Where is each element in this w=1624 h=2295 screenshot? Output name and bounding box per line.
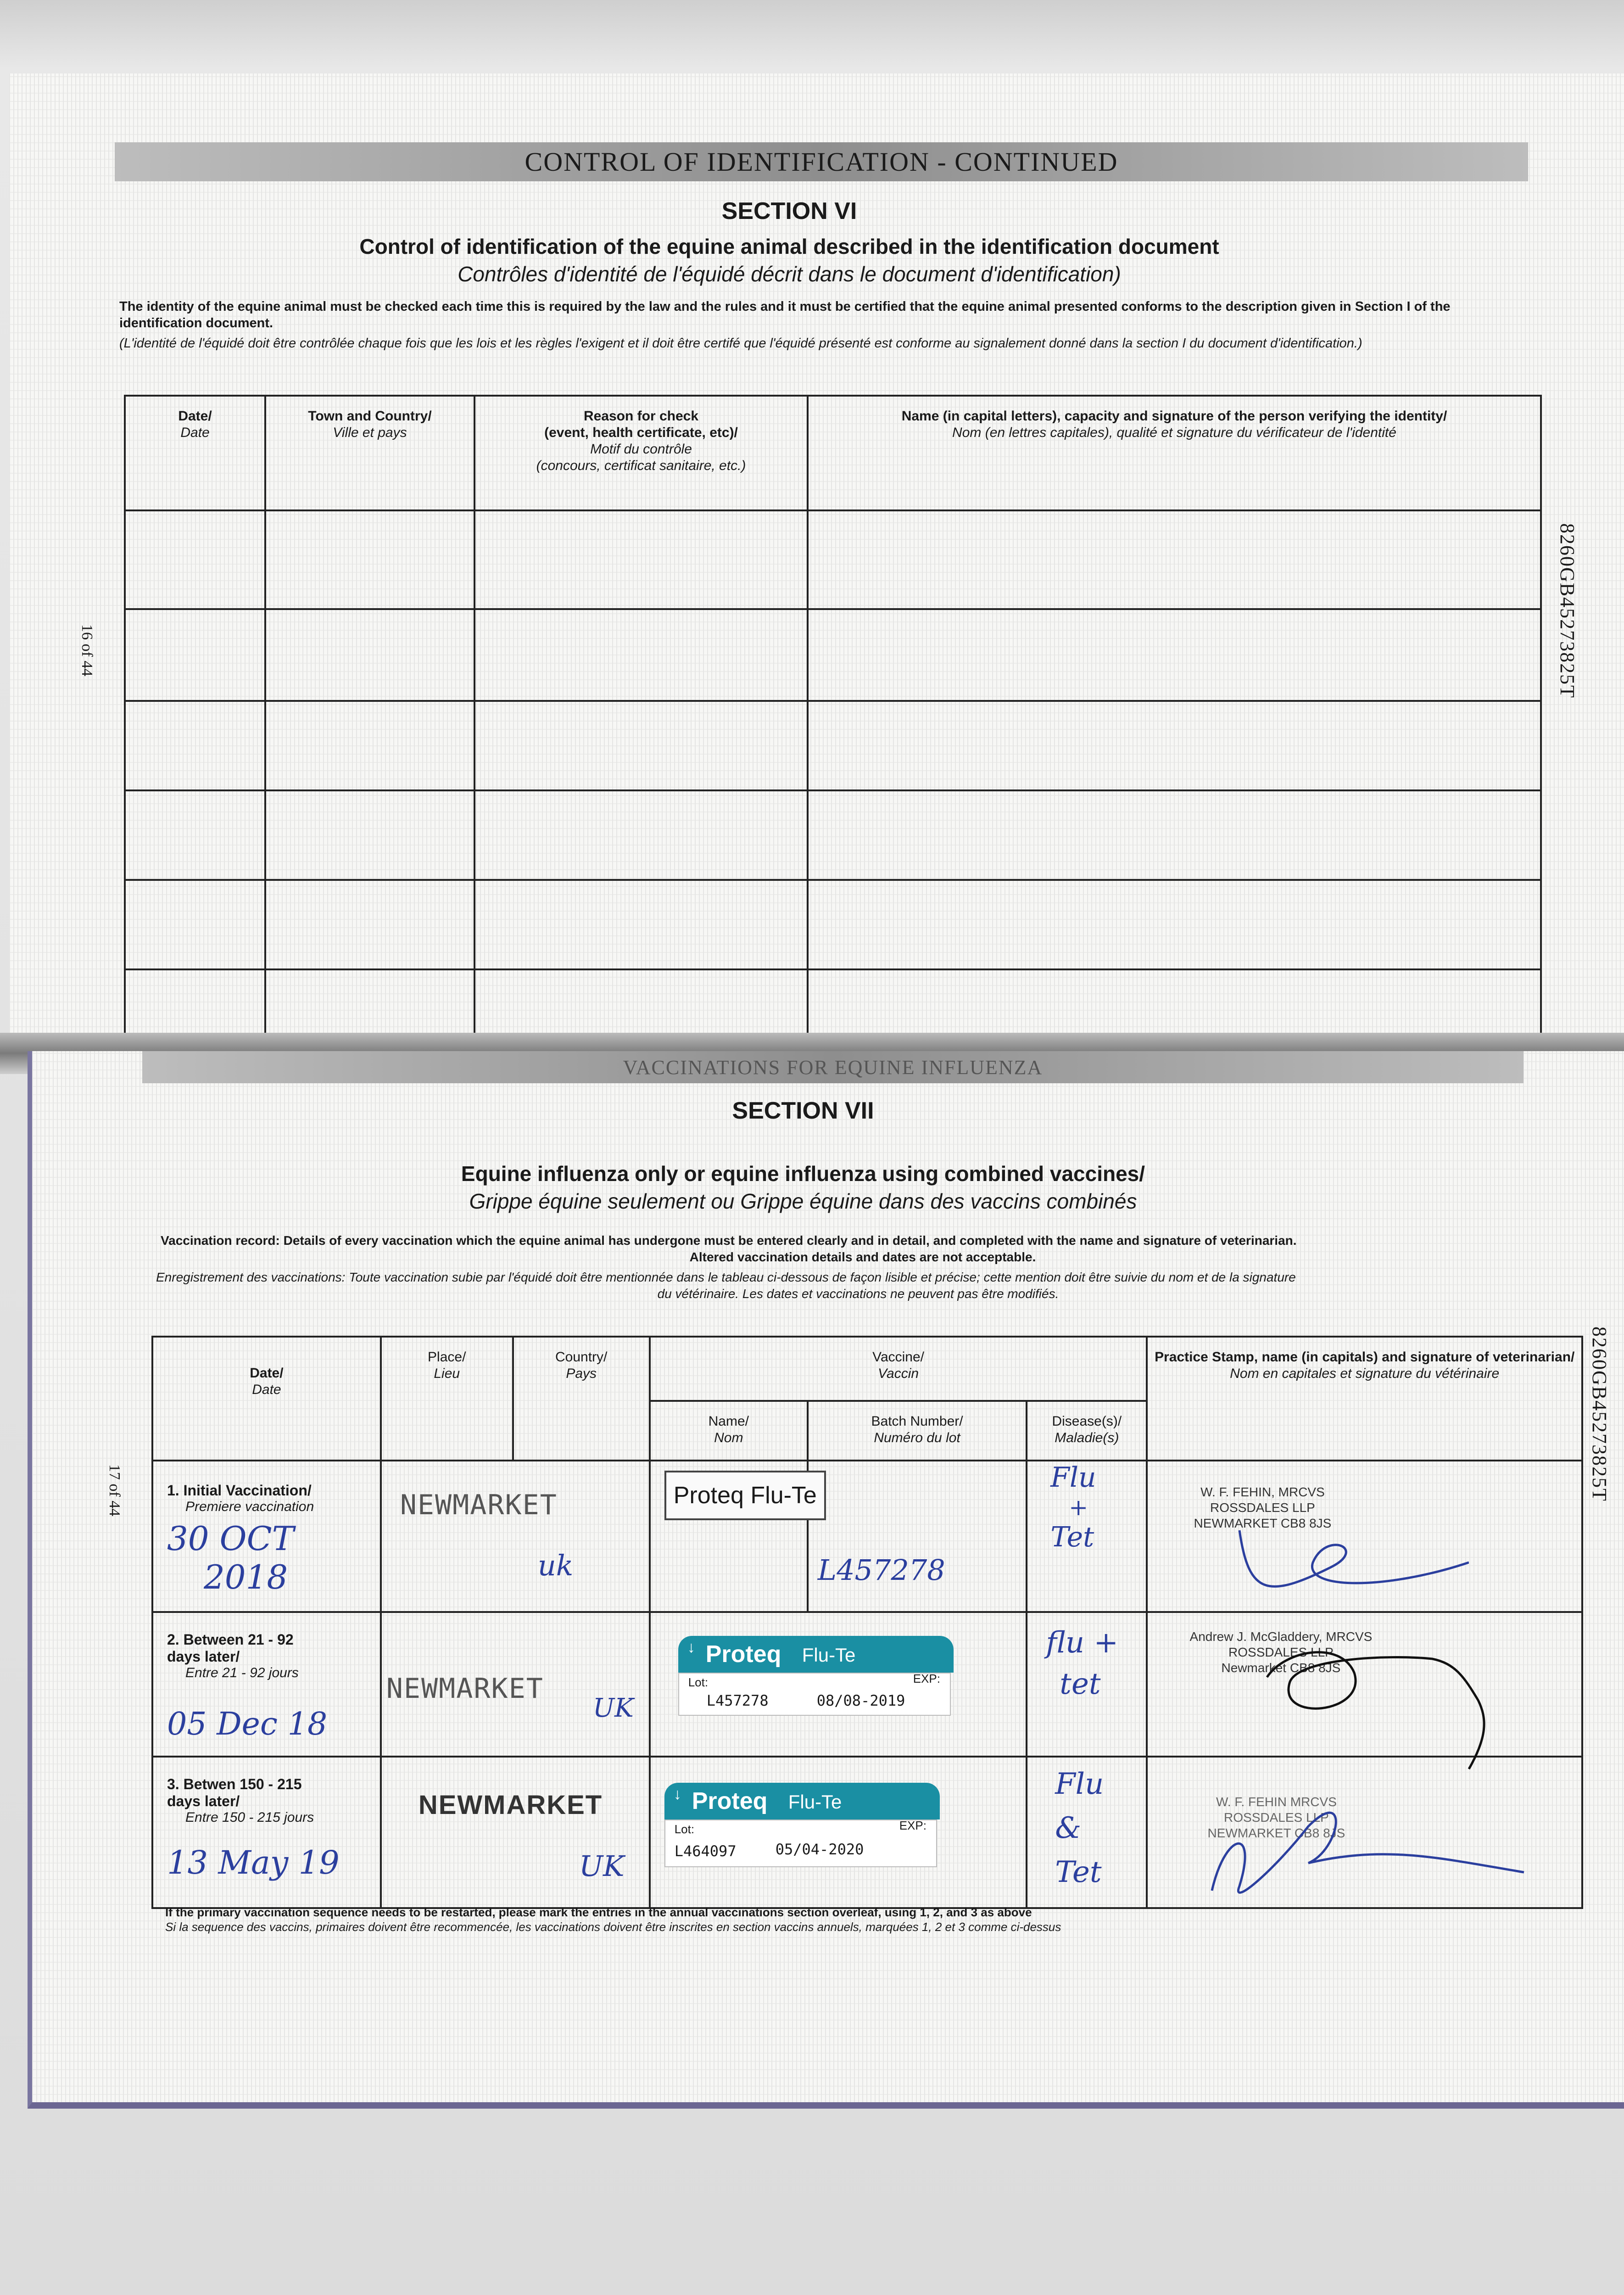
table-row (125, 510, 1541, 609)
col-date: Date/ Date (152, 1337, 381, 1461)
table-row (125, 880, 1541, 969)
table-row (125, 609, 1541, 701)
row-2-expiry: 08/08-2019 (816, 1692, 905, 1709)
col-disease: Disease(s)/ Maladie(s) (1027, 1401, 1147, 1461)
table-row (125, 790, 1541, 880)
row-3-vaccine-label: ↓ Proteq Flu-Te Lot: EXP: L464097 05/04-2020 (650, 1757, 1027, 1908)
col-batch-number: Batch Number/ Numéro du lot (808, 1401, 1027, 1461)
row-3-date-cell: 3. Betwen 150 - 215 days later/ Entre 150 - 215 jours 13 May 19 (152, 1757, 381, 1908)
row-1-vet-stamp: W. F. FEHIN, MRCVS ROSSDALES LLP NEWMARKET CB8 8JS (1147, 1461, 1582, 1612)
row-2-disease: flu + tet (1027, 1612, 1147, 1757)
table-row (125, 969, 1541, 1034)
section-vi-band: CONTROL OF IDENTIFICATION - CONTINUED (115, 142, 1528, 181)
section-vii-instruction-fr: Enregistrement des vaccinations: Toute vaccination subie par l'équidé doit être mentionnée dans le tableau ci-dessous de façon lisible et précise; cette mention doit être suivie du nom et de la signature du vétérinaire. Les dates et vaccinations ne peuvent pas être modifiés. (156, 1270, 1296, 1301)
row-3-place-stamp: NEWMARKET (418, 1790, 603, 1820)
row-3-date-handwritten: 13 May 19 (167, 1844, 340, 1881)
section-vii-instruction-en: Vaccination record: Details of every vaccination which the equine animal has undergone must be entered clearly and in detail, and completed with the name and signature of veterinarian. Altered vaccination details and dates are not acceptable. (161, 1233, 1297, 1264)
row-3-signature (1157, 1776, 1561, 1904)
section-vi-heading: SECTION VI (721, 198, 857, 224)
row-1-vaccine-stamp: Proteq Flu-Te (664, 1471, 826, 1520)
row-1-vaccine-name (650, 1461, 817, 1612)
section-vii-band: VACCINATIONS FOR EQUINE INFLUENZA (142, 1051, 1524, 1083)
page-section-vii (28, 1051, 1624, 2109)
row-3-disease: Flu & Tet (1027, 1757, 1147, 1908)
row-3-batch-number: L464097 (674, 1842, 737, 1860)
row-1-place-country (381, 1461, 650, 1612)
col-place: Place/ Lieu (381, 1337, 513, 1461)
row-3-place-country (381, 1757, 650, 1908)
table-row (152, 1461, 1582, 1612)
section-vi-instruction-en: The identity of the equine animal must be checked each time this is required by the law and the rules and it must be certified that the equine animal presented conforms to the description given in Section I of the identification document. (119, 299, 1451, 330)
row-1-disease: Flu + Tet (1027, 1461, 1147, 1612)
table-row (152, 1612, 1582, 1757)
section-vii-title-en: Equine influenza only or equine influenza using combined vaccines/ (461, 1162, 1145, 1186)
row-3-expiry: 05/04-2020 (775, 1841, 864, 1858)
row-1-country: uk (537, 1549, 574, 1582)
row-1-date-cell: 1. Initial Vaccination/ Premiere vaccination 30 OCT 2018 (152, 1461, 381, 1612)
row-1-date-handwritten: 30 OCT (167, 1519, 294, 1558)
vaccination-table (151, 1336, 1583, 1909)
col-vaccine-group: Vaccine/ Vaccin (650, 1337, 1147, 1401)
table-row (125, 701, 1541, 790)
section-vii-title-fr: Grippe équine seulement ou Grippe équine dans des vaccins combinés (469, 1189, 1137, 1213)
page-number-16: 16 of 44 (78, 624, 95, 677)
col-vaccine-name: Name/ Nom (650, 1401, 808, 1461)
row-1-batch (808, 1461, 1027, 1612)
row-2-date-cell: 2. Between 21 - 92 days later/ Entre 21 - 92 jours 05 Dec 18 (152, 1612, 381, 1757)
section-vii-heading: SECTION VII (732, 1097, 874, 1124)
col-reason: Reason for check (event, health certificate, etc)/ Motif du contrôle (concours, certificat sanitaire, etc.) (474, 396, 808, 510)
page-section-vi (9, 73, 1624, 1051)
row-2-vet-stamp: Andrew J. McGladdery, MRCVS ROSSDALES LLP Newmarket CB8 8JS (1147, 1612, 1582, 1757)
page-number-17: 17 of 44 (106, 1464, 123, 1517)
col-verifier: Name (in capital letters), capacity and signature of the person verifying the identity/ Nom (en lettres capitales), qualité et signature du vérificateur de l'identité (808, 396, 1541, 510)
col-date: Date/ Date (125, 396, 265, 510)
section-vi-title-en: Control of identification of the equine animal described in the identification document (359, 235, 1219, 258)
row-2-date-handwritten: 05 Dec 18 (167, 1706, 328, 1742)
row-3-country: UK (579, 1849, 625, 1883)
row-1-place-stamp: NEWMARKET (400, 1489, 558, 1521)
col-practice-stamp: Practice Stamp, name (in capitals) and signature of veterinarian/ Nom en capitales et signature du vétérinaire (1147, 1337, 1582, 1461)
passport-number-bottom: 8260GB452738​25T (1588, 1327, 1611, 1502)
drop-icon: ↓ (673, 1786, 681, 1803)
row-3-vet-stamp: W. F. FEHIN MRCVS ROSSDALES LLP NEWMARKET CB8 8JS (1147, 1757, 1582, 1908)
passport-number-top: 8260GB452738​25T (1556, 523, 1579, 699)
row-1-batch-number: L457278 (817, 1553, 945, 1587)
row-1-signature (1212, 1512, 1469, 1604)
row-2-place-country (381, 1612, 650, 1757)
row-2-country: UK (592, 1693, 634, 1723)
row-2-batch-number: L457278 (706, 1692, 769, 1709)
footer-note: If the primary vaccination sequence needs to be restarted, please mark the entries in the annual vaccinations section overleaf, using 1, 2, and 3 as above Si la sequence des vaccins, primaires doivent être recommencée, les vaccinations doivent être inscrites en section vaccins annuels, marquées 1, 2 et 3 comme ci-dessus (165, 1905, 1061, 1934)
identity-check-table (124, 395, 1542, 1035)
row-2-vaccine-label: ↓ Proteq Flu-Te Lot: EXP: L457278 08/08-2019 (650, 1612, 1027, 1757)
table-header-row (125, 396, 1541, 510)
col-town-country: Town and Country/ Ville et pays (265, 396, 474, 510)
drop-icon: ↓ (687, 1639, 695, 1656)
section-vi-instruction-fr: (L'identité de l'équidé doit être contrôlée chaque fois que les lois et les règles l'exigent et il doit être certifé que l'équidé présenté est conforme au signalement donné dans la section I du document d'identification.) (119, 336, 1362, 351)
section-vi-title-fr: Contrôles d'identité de l'équidé décrit dans le document d'identification) (458, 262, 1121, 286)
table-row (152, 1757, 1582, 1908)
col-country: Country/ Pays (513, 1337, 650, 1461)
row-2-place-stamp: NEWMARKET (386, 1673, 544, 1705)
